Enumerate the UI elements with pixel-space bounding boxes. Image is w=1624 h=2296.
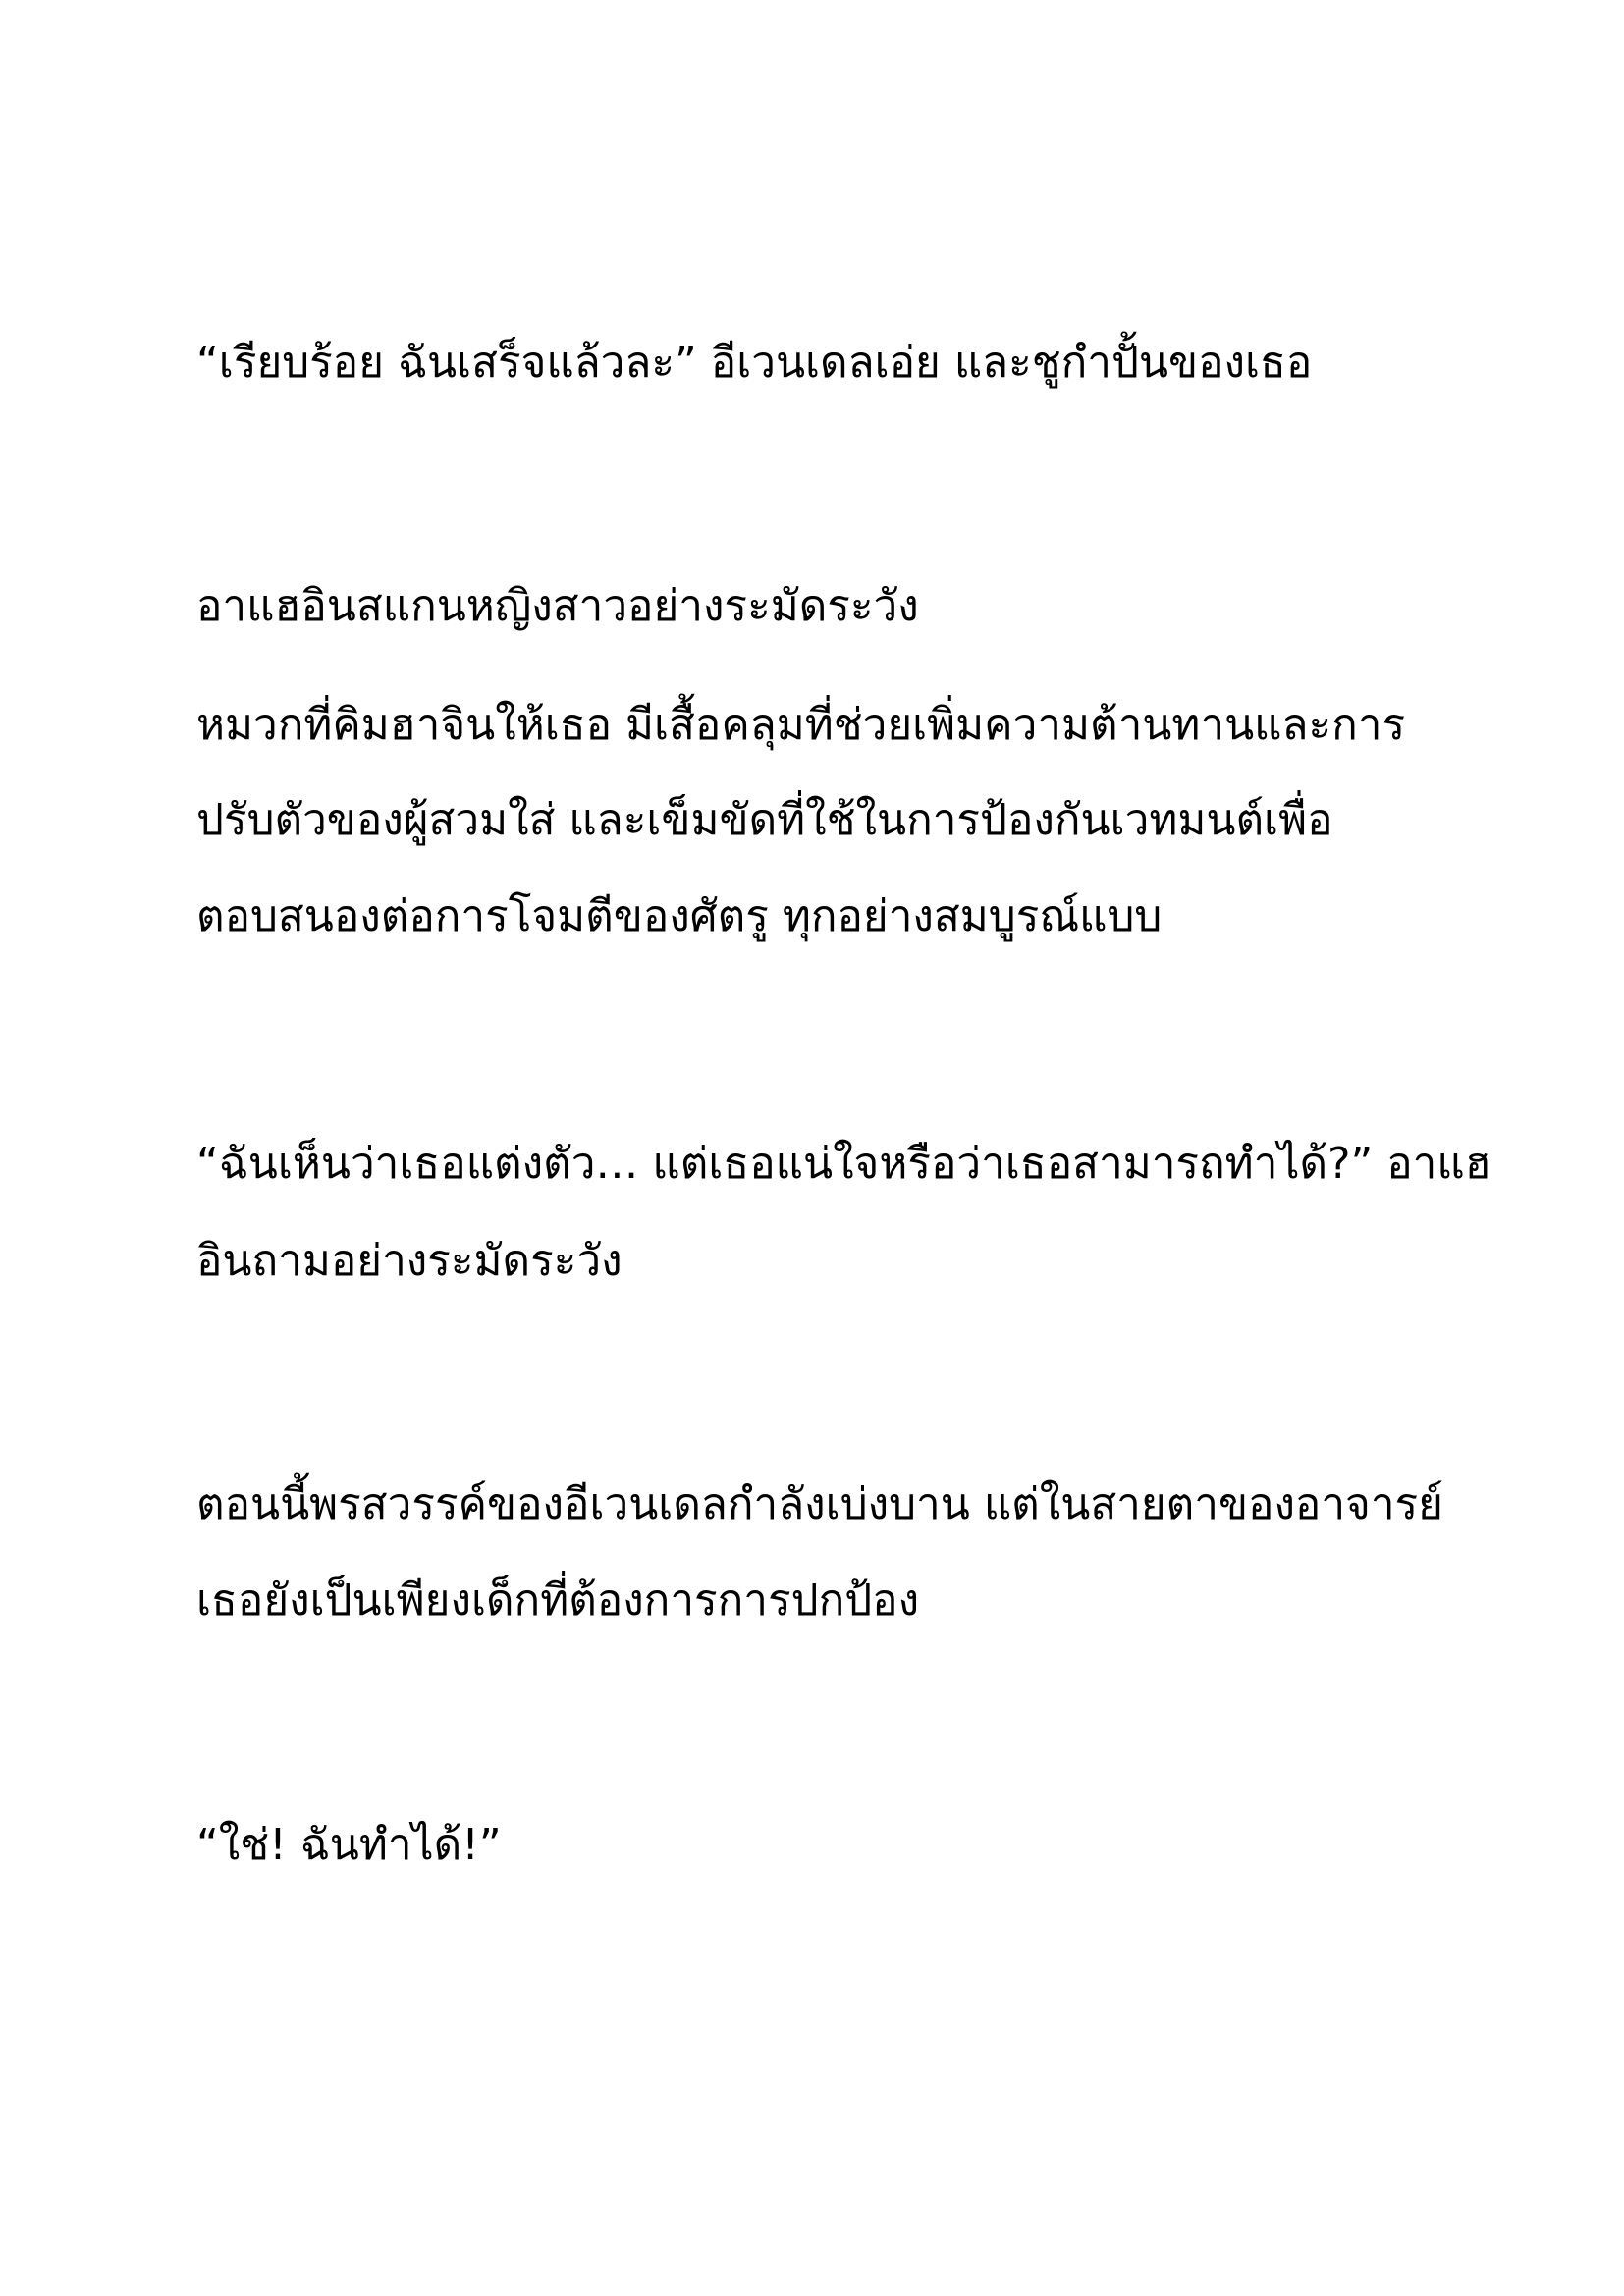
paragraph-5-line-1: ตอนนี้พรสวรรค์ของอีเวนเดลกำลังเบ่งบาน แต่ในสายตาของอาจารย์ [196, 1479, 1443, 1529]
paragraph-3-line-1: หมวกที่คิมฮาจินให้เธอ มีเสื้อคลุมที่ช่วยเพิ่มความต้านทานและการ [196, 700, 1406, 750]
paragraph-4-line-1: “ฉันเห็นว่าเธอแต่งตัว… แต่เธอแน่ใจหรือว่าเธอสามารถทำได้?” อาแฮ [196, 1139, 1491, 1189]
paragraph-6-line-1: “ใช่! ฉันทำได้!” [196, 1820, 502, 1870]
paragraph-1-line-1: “เรียบร้อย ฉันเสร็จแล้วละ” อีเวนเดลเอ่ย และชูกำปั้นของเธอ [196, 338, 1313, 388]
paragraph-5-line-2: เธอยังเป็นเพียงเด็กที่ต้องการการปกป้อง [196, 1575, 920, 1626]
paragraph-3-line-2: ปรับตัวของผู้สวมใส่ และเข็มขัดที่ใช้ในการป้องกันเวทมนต์เพื่อ [196, 795, 1333, 845]
paragraph-2-line-1: อาแฮอินสแกนหญิงสาวอย่างระมัดระวัง [196, 581, 919, 631]
paragraph-3-line-3: ตอบสนองต่อการโจมตีของศัตรู ทุกอย่างสมบูรณ์แบบ [196, 891, 1163, 941]
paragraph-4-line-2: อินถามอย่างระมัดระวัง [196, 1236, 623, 1286]
